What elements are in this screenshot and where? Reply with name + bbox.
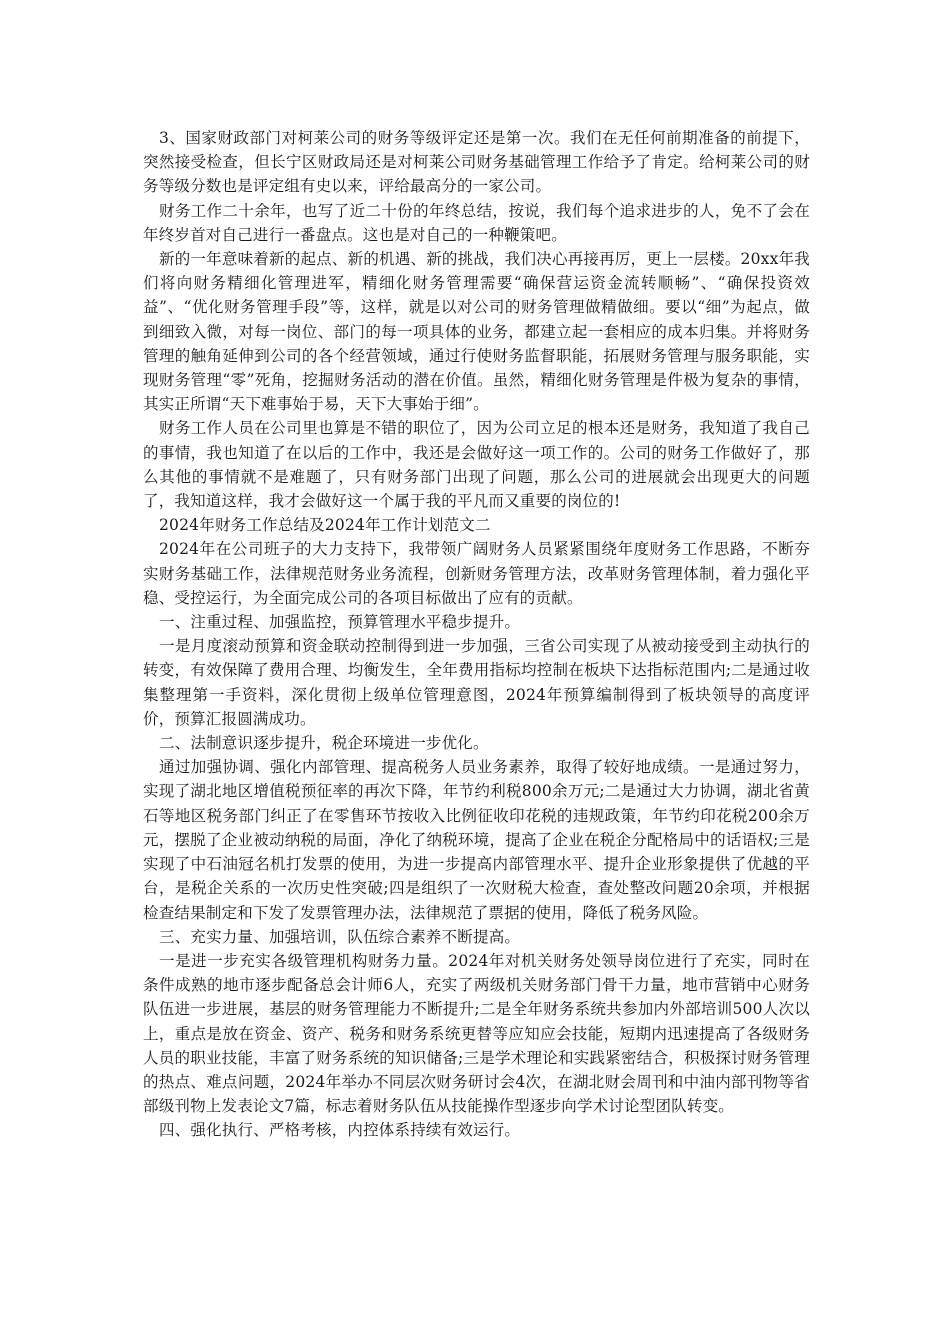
heading-section-two: 二、法制意识逐步提升，税企环境进一步优化。 [159, 734, 489, 753]
paragraph-finance-staff: 财务工作人员在公司里也算是不错的职位了，因为公司立足的根本还是财务，我知道了我自己的事情，我也知道了在以后的工作中，我还是会做好这一项工作的。公司的财务工作做好了，那么其他的事情就不是难题了，只有财务部门出现了问题，那么公司的进展就会出现更大的问题了，我知道这样，我才会做好这一个属于我的平凡而又重要的岗位的! [143, 419, 810, 511]
paragraph-financial-rating: 3、国家财政部门对柯莱公司的财务等级评定还是第一次。我们在无任何前期准备的前提下，突然接受检查，但长宁区财政局还是对柯莱公司财务基础管理工作给予了肯定。给柯莱公司的财务等级分数也是评定组有史以来，评给最高分的一家公司。 [143, 129, 810, 196]
heading-section-three: 三、充实力量、加强培训，队伍综合素养不断提高。 [159, 927, 521, 946]
heading-section-one: 一、注重过程、加强监控，预算管理水平稳步提升。 [159, 613, 521, 632]
paragraph-training: 一是进一步充实各级管理机构财务力量。2024年对机关财务处领导岗位进行了充实，同时在条件成熟的地市逐步配备总会计师6人，充实了两级机关财务部门骨干力量，地市营销中心财务队伍进一步进展，基层的财务管理能力不断提升;二是全年财务系统共参加内外部培训500人次以上，重点是放在资金、资产、税务和财务系统更替等应知应会技能，短期内迅速提高了各级财务人员的职业技能，丰富了财务系统的知识储备;三是学术理论和实践紧密结合，积极探讨财务管理的热点、难点问题，2024年举办不同层次财务研讨会4次，在湖北财会周刊和中油内部刊物等省部级刊物上发表论文7篇，标志着财务队伍从技能操作型逐步向学术讨论型团队转变。 [143, 951, 810, 1116]
paragraph-twenty-years: 财务工作二十余年，也写了近二十份的年终总结，按说，我们每个追求进步的人，免不了会在年终岁首对自己进行一番盘点。这也是对自己的一种鞭策吧。 [143, 201, 810, 244]
paragraph-tax: 通过加强协调、强化内部管理、提高税务人员业务素养，取得了较好地成绩。一是通过努力，实现了湖北地区增值税预征率的再次下降，年节约利税800余万元;二是通过大力协调，湖北省黄石等地区税务部门纠正了在零售环节按收入比例征收印花税的违规政策，年节约印花税200余万元，摆脱了企业被动纳税的局面，净化了纳税环境，提高了企业在税企分配格局中的话语权;三是实现了中石油冠名机打发票的使用，为进一步提高内部管理水平、提升企业形象提供了优越的平台，是税企关系的一次历史性突破;四是组织了一次财税大检查，查处整改问题20余项，并根据检查结果制定和下发了发票管理办法，法律规范了票据的使用，降低了税务风险。 [143, 758, 810, 922]
section-title-sample-two: 2024年财务工作总结及2024年工作计划范文二 [159, 516, 491, 535]
document-page [143, 126, 810, 1143]
paragraph-new-year-plan: 新的一年意味着新的起点、新的机遇、新的挑战，我们决心再接再厉，更上一层楼。20xx年我们将向财务精细化管理进军，精细化财务管理需要“确保营运资金流转顺畅”、“确保投资效益”、“优化财务管理手段”等，这样，就是以对公司的财务管理做精做细。要以“细”为起点，做到细致入微，对每一岗位、部门的每一项具体的业务，都建立起一套相应的成本归集。并将财务管理的触角延伸到公司的各个经营领域，通过行使财务监督职能，拓展财务管理与服务职能，实现财务管理“零”死角，挖掘财务活动的潜在价值。虽然，精细化财务管理是件极为复杂的事情，其实正所谓“天下难事始于易，天下大事始于细”。 [143, 250, 810, 414]
heading-section-four: 四、强化执行、严格考核，内控体系持续有效运行。 [159, 1121, 521, 1140]
paragraph-budget: 一是月度滚动预算和资金联动控制得到进一步加强，三省公司实现了从被动接受到主动执行的转变，有效保障了费用合理、均衡发生，全年费用指标均控制在板块下达指标范围内;二是通过收集整理第一手资料，深化贯彻上级单位管理意图，2024年预算编制得到了板块领导的高度评价，预算汇报圆满成功。 [143, 637, 810, 728]
paragraph-intro-2024: 2024年在公司班子的大力支持下，我带领广阔财务人员紧紧围绕年度财务工作思路，不断夯实财务基础工作，法律规范财务业务流程，创新财务管理方法，改革财务管理体制，着力强化平稳、受控运行，为全面完成公司的各项目标做出了应有的贡献。 [143, 540, 810, 607]
